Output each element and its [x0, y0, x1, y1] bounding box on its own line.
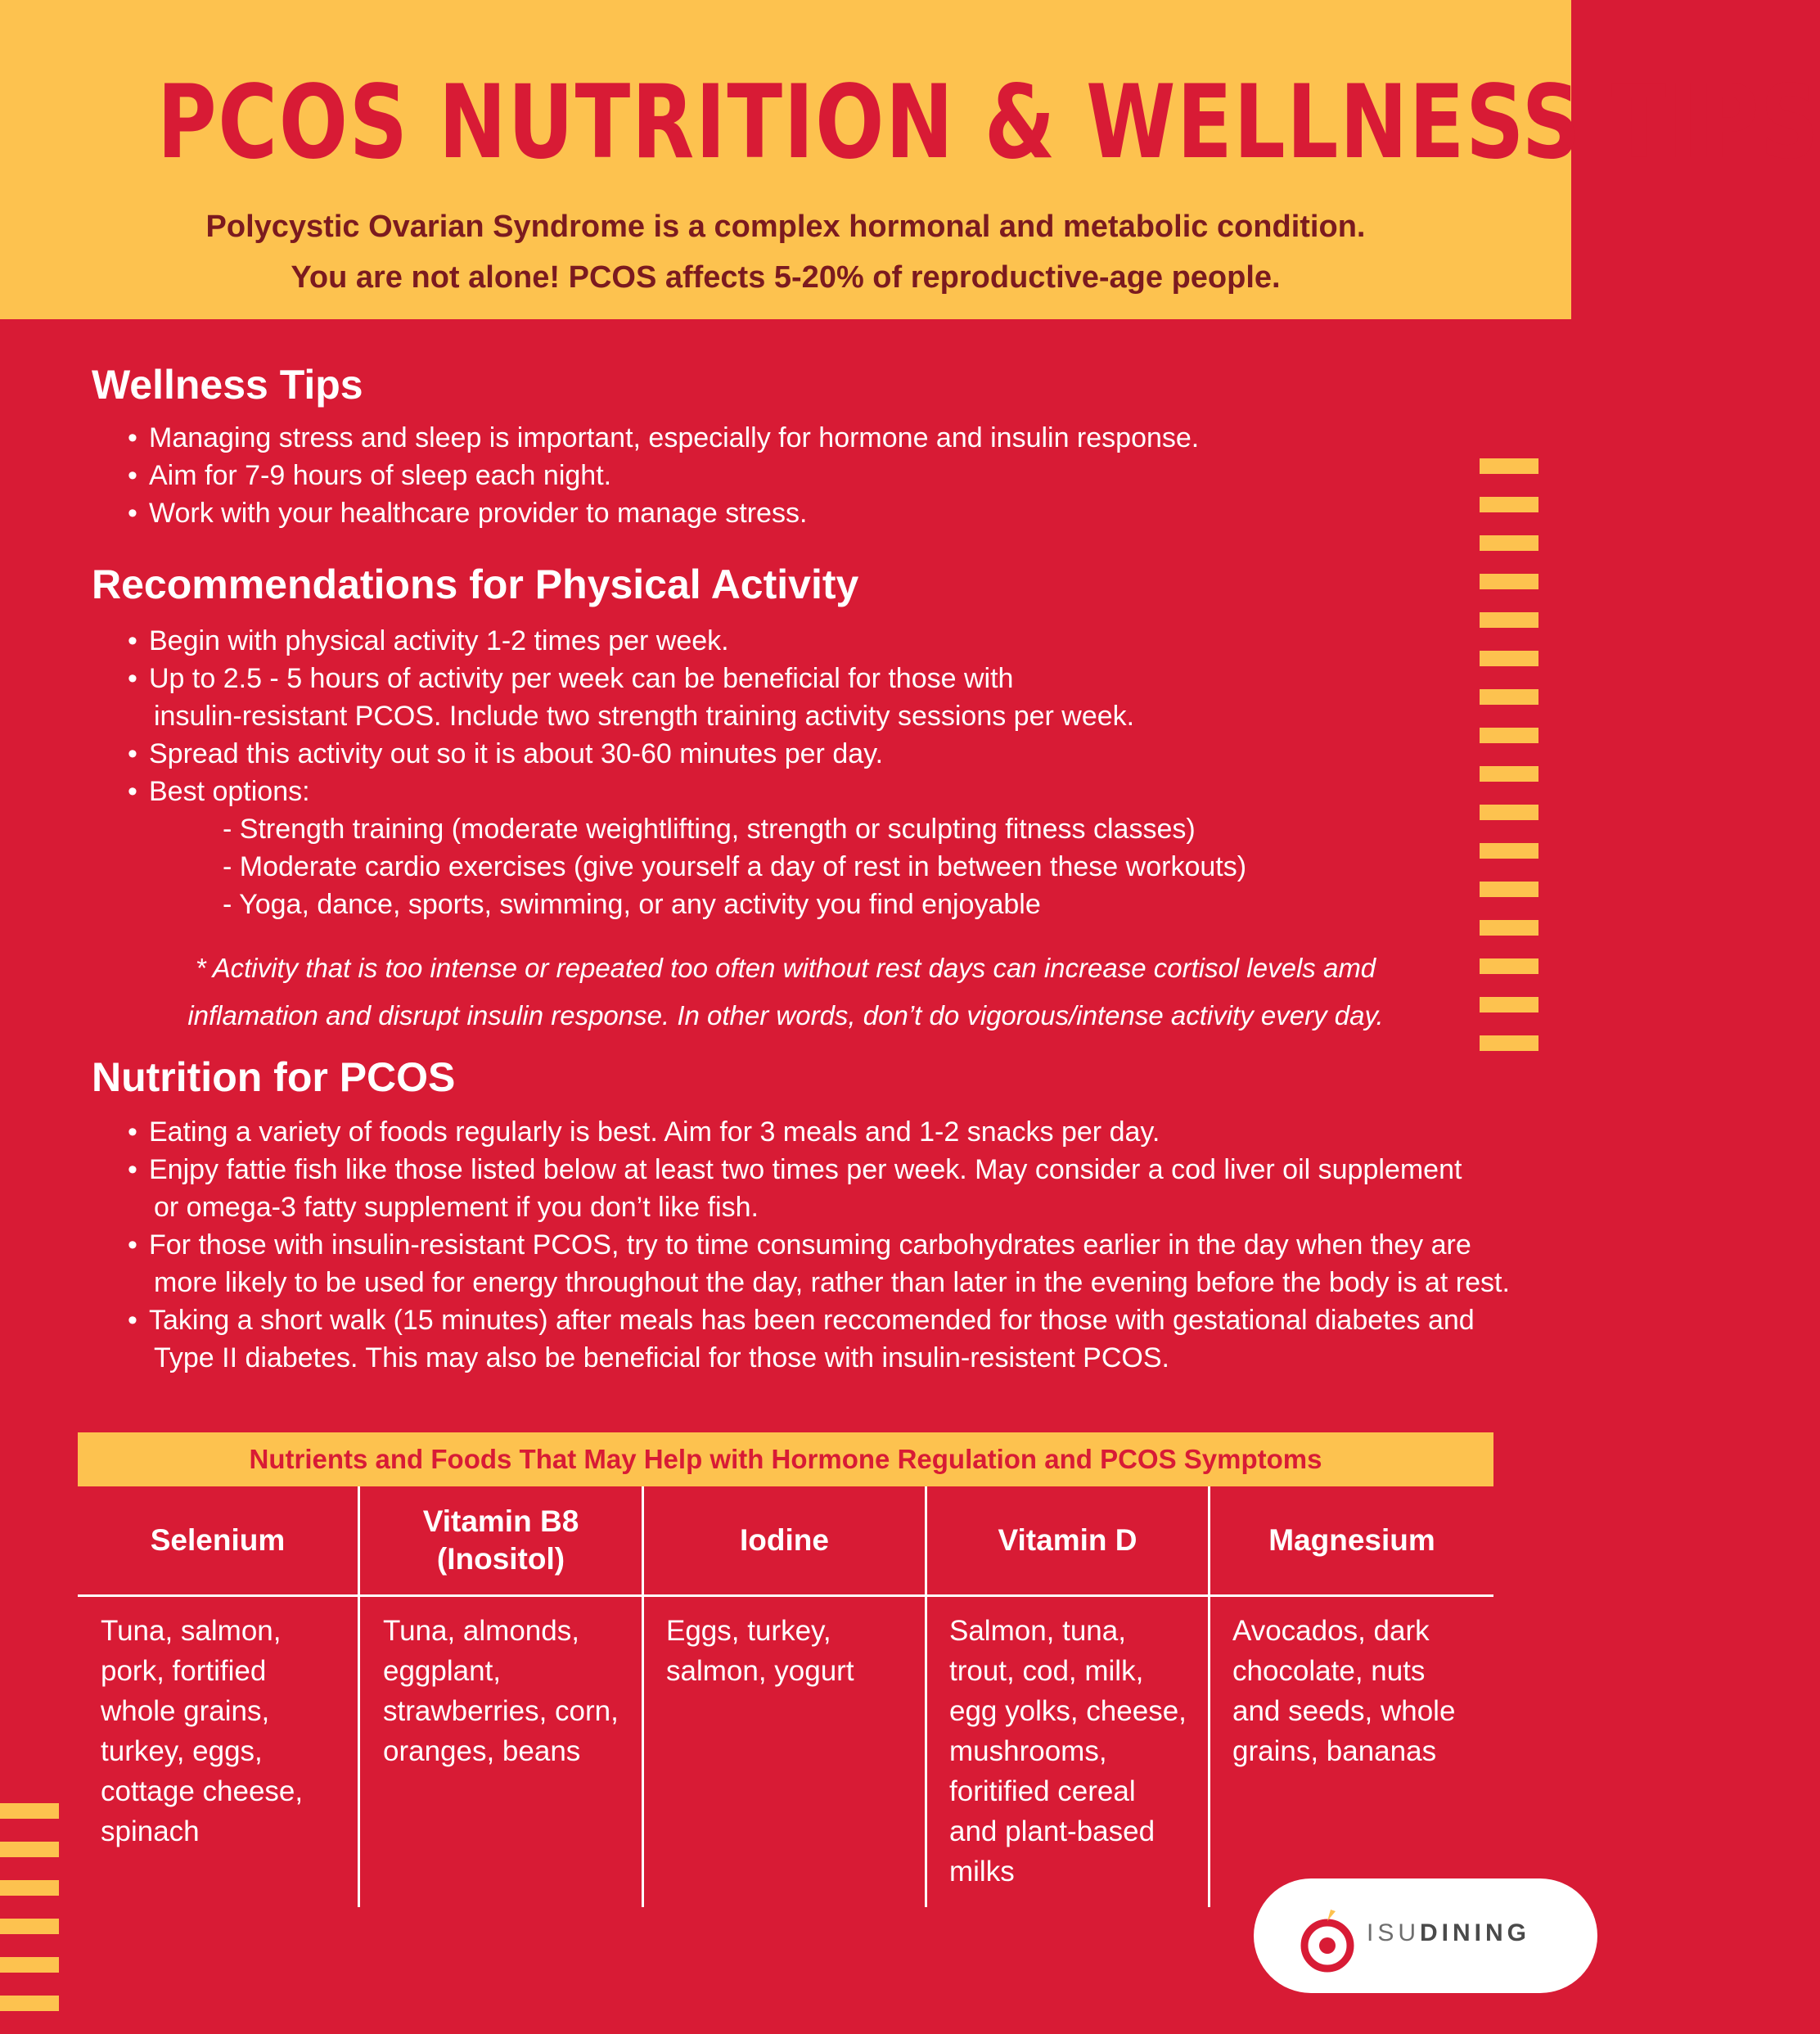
- subtitle-line-1: Polycystic Ovarian Syndrome is a complex hormonal and metabolic condition.: [205, 210, 1366, 244]
- column-foods-selenium: Tuna, salmon, pork, fortified whole grains, turkey, eggs, cottage cheese, spinach: [101, 1615, 304, 1847]
- nutrition-item-3: • For those with insulin-resistant PCOS, try to time consuming carbohydrates earlier in the day when they are: [128, 1226, 1510, 1264]
- activity-note-line-1: * Activity that is too intense or repeated too often without rest days can increase cortisol levels amd: [195, 953, 1376, 983]
- activity-item-2-cont: insulin-resistant PCOS. Include two strength training activity sessions per week.: [154, 701, 1135, 732]
- activity-note-line-2: inflamation and disrupt insulin response. In other words, don’t do vigorous/intense activity every day.: [187, 1000, 1384, 1031]
- nutrition-title: Nutrition for PCOS: [92, 1054, 456, 1100]
- column-header-selenium: Selenium: [150, 1523, 286, 1557]
- column-header-iodine: Iodine: [740, 1523, 829, 1557]
- activity-option-3: - Yoga, dance, sports, swimming, or any activity you find enjoyable: [223, 889, 1041, 920]
- column-foods-vitamin-b8: Tuna, almonds, eggplant, strawberries, corn, oranges, beans: [383, 1615, 619, 1767]
- activity-list: [128, 622, 1246, 923]
- activity-option-1: - Strength training (moderate weightlifting, strength or sculpting fitness classes): [223, 814, 1196, 845]
- activity-item-3: • Spread this activity out so it is about 30-60 minutes per day.: [128, 735, 1246, 773]
- isu-dining-logo: [1254, 1878, 1597, 1993]
- activity-option-2: - Moderate cardio exercises (give yourself a day of rest in between these workouts): [223, 851, 1247, 882]
- decorative-stripes-right: [1480, 458, 1538, 1074]
- wellness-item-1: • Managing stress and sleep is important, especially for hormone and insulin response.: [128, 419, 1199, 457]
- activity-item-1: • Begin with physical activity 1-2 times per week.: [128, 622, 1246, 660]
- nutrition-item-2: • Enjpy fattie fish like those listed below at least two times per week. May consider a cod liver oil supplement: [128, 1151, 1510, 1188]
- activity-item-2: • Up to 2.5 - 5 hours of activity per week can be beneficial for those with: [128, 660, 1246, 697]
- column-foods-magnesium: Avocados, dark chocolate, nuts and seeds, whole grains, bananas: [1232, 1615, 1456, 1767]
- wellness-item-3: • Work with your healthcare provider to manage stress.: [128, 494, 1199, 532]
- header-banner: [0, 0, 1820, 319]
- activity-note: [0, 945, 1571, 1040]
- activity-item-4: • Best options:: [128, 773, 1246, 810]
- nutrition-list: [128, 1113, 1510, 1377]
- isu-dining-logo-text: ISUDINING: [1367, 1919, 1531, 1946]
- decorative-stripes-left: [0, 1803, 59, 2034]
- nutrition-item-4: • Taking a short walk (15 minutes) after meals has been reccomended for those with gestational diabetes and: [128, 1301, 1510, 1339]
- table-title: Nutrients and Foods That May Help with Hormone Regulation and PCOS Symptoms: [78, 1432, 1493, 1486]
- column-foods-vitamin-d: Salmon, tuna, trout, cod, milk, egg yolks, cheese, mushrooms, foritified cereal and plant-based milks: [949, 1615, 1187, 1887]
- nutrition-item-4-cont: Type II diabetes. This may also be beneficial for those with insulin-resistent PCOS.: [154, 1342, 1169, 1373]
- column-header-vitamin-d: Vitamin D: [998, 1523, 1138, 1557]
- isu-dining-logo-icon: [1295, 1903, 1360, 1977]
- column-foods-iodine: Eggs, turkey, salmon, yogurt: [666, 1615, 854, 1687]
- page-subtitle: [0, 201, 1571, 303]
- wellness-list: [128, 419, 1199, 532]
- table-header-divider: [78, 1594, 1493, 1597]
- activity-title: Recommendations for Physical Activity: [92, 561, 859, 607]
- wellness-item-2: • Aim for 7-9 hours of sleep each night.: [128, 457, 1199, 494]
- nutrition-item-3-cont: more likely to be used for energy throughout the day, rather than later in the evening before the body is at rest.: [154, 1267, 1510, 1298]
- subtitle-line-2: You are not alone! PCOS affects 5-20% of reproductive-age people.: [291, 260, 1281, 295]
- nutrition-item-1: • Eating a variety of foods regularly is best. Aim for 3 meals and 1-2 snacks per day.: [128, 1113, 1510, 1151]
- nutrition-item-2-cont: or omega-3 fatty supplement if you don’t like fish.: [154, 1192, 759, 1223]
- column-header-vitamin-b8: Vitamin B8 (Inositol): [422, 1504, 579, 1576]
- page-title: PCOS NUTRITION & WELLNESS TIPS: [157, 64, 1820, 182]
- wellness-title: Wellness Tips: [92, 362, 363, 408]
- column-header-magnesium: Magnesium: [1268, 1523, 1435, 1557]
